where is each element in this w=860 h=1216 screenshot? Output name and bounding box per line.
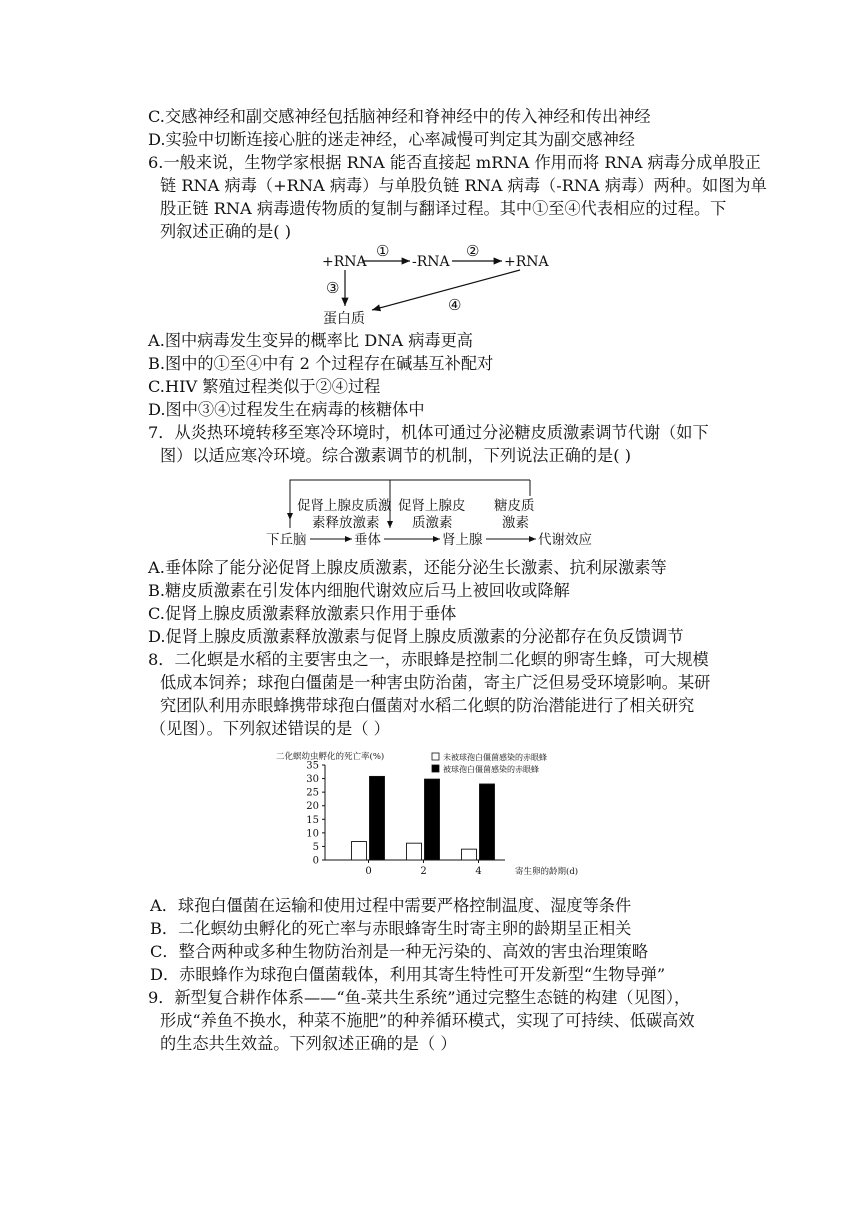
q6-step-1: ① xyxy=(376,242,390,260)
q8-mortality-bar-chart xyxy=(0,745,860,885)
q7-crh-label-2: 素释放激素 xyxy=(312,515,380,531)
q8-option-b: B．二化螟幼虫孵化的死亡率与赤眼蜂寄生时寄主卵的龄期呈正相关 xyxy=(150,919,632,938)
chart-ytick-label: 5 xyxy=(312,841,319,853)
chart-bar xyxy=(462,849,477,860)
chart-ytick-label: 15 xyxy=(306,814,319,826)
q6-stem-line-1: 6.一般来说，生物学家根据 RNA 能否直接起 mRNA 作用而将 RNA 病毒分成单股正 xyxy=(148,153,761,172)
q6-step-3: ③ xyxy=(326,279,340,297)
chart-bar xyxy=(352,842,367,860)
q9-stem-line-2: 形成“养鱼不换水，种菜不施肥”的种养循环模式，实现了可持续、低碳高效 xyxy=(160,1011,695,1030)
chart-bar xyxy=(407,843,422,860)
chart-ytick-label: 30 xyxy=(306,774,319,786)
q6-stem-line-2: 链 RNA 病毒（+RNA 病毒）与单股负链 RNA 病毒（-RNA 病毒）两种。如图为单 xyxy=(160,176,767,195)
q6-stem-line-4: 列叙述正确的是( ) xyxy=(160,222,292,241)
q6-option-b: B.图中的①至④中有 2 个过程存在碱基互补配对 xyxy=(148,354,494,373)
q7-crh-label-1: 促肾上腺皮质激 xyxy=(297,498,392,514)
q7-adrenal: 肾上腺 xyxy=(442,532,483,548)
q6-protein: 蛋白质 xyxy=(323,311,365,327)
chart-xtick-label: 2 xyxy=(420,866,427,877)
q6-option-a: A.图中病毒发生变异的概率比 DNA 病毒更高 xyxy=(148,331,473,350)
q6-plus-rna-right: +RNA xyxy=(504,254,549,270)
chart-bar xyxy=(370,776,385,860)
q8-option-d: D．赤眼蜂作为球孢白僵菌载体，利用其寄生特性可开发新型“生物导弹” xyxy=(150,965,666,984)
q7-option-c: C.促肾上腺皮质激素释放激素只作用于垂体 xyxy=(148,604,457,623)
q6-option-c: C.HIV 繁殖过程类似于②④过程 xyxy=(148,377,381,396)
q7-option-b: B.糖皮质激素在引发体内细胞代谢效应后马上被回收或降解 xyxy=(148,581,570,600)
q9-stem-line-1: 9．新型复合耕作体系——“鱼-菜共生系统”通过完整生态链的构建（见图）， xyxy=(148,988,691,1007)
q7-hypothalamus: 下丘脑 xyxy=(266,532,307,548)
q8-stem-line-1: 8．二化螟是水稻的主要害虫之一，赤眼蜂是控制二化螟的卵寄生蜂，可大规模 xyxy=(148,650,709,669)
q7-acth-label-2: 质激素 xyxy=(412,515,453,531)
q7-option-a: A.垂体除了能分泌促肾上腺皮质激素，还能分泌生长激素、抗利尿激素等 xyxy=(148,558,667,577)
chart-ytick-label: 25 xyxy=(306,787,319,799)
chart-ytick-label: 0 xyxy=(312,855,319,867)
q7-option-d: D.促肾上腺皮质激素释放激素与促肾上腺皮质激素的分泌都存在负反馈调节 xyxy=(148,627,684,646)
q6-stem-line-3: 股正链 RNA 病毒遗传物质的复制与翻译过程。其中①至④代表相应的过程。下 xyxy=(160,199,727,218)
chart-legend-label: 未被球孢白僵菌感染的赤眼蜂 xyxy=(443,753,547,762)
chart-legend-label: 被球孢白僵菌感染的赤眼蜂 xyxy=(443,765,539,774)
q8-option-c: C．整合两种或多种生物防治剂是一种无污染的、高效的害虫治理策略 xyxy=(150,942,649,961)
q6-minus-rna: -RNA xyxy=(412,254,450,270)
q7-acth-label-1: 促肾上腺皮 xyxy=(398,498,466,514)
q7-pituitary: 垂体 xyxy=(354,532,381,548)
q8-stem-line-2: 低成本饲养；球孢白僵菌是一种害虫防治菌，寄主广泛但易受环境影响。某研 xyxy=(160,673,711,692)
q7-gc-label-1: 糖皮质 xyxy=(494,498,535,514)
q6-step-2: ② xyxy=(466,242,480,260)
q7-hormone-diagram xyxy=(0,470,860,560)
q7-gc-label-2: 激素 xyxy=(502,515,529,531)
q8-option-a: A．球孢白僵菌在运输和使用过程中需要严格控制温度、湿度等条件 xyxy=(150,896,632,915)
chart-legend-swatch xyxy=(432,765,439,772)
q6-rna-diagram xyxy=(0,238,860,328)
chart-ytick-label: 20 xyxy=(306,801,319,813)
q6-plus-rna-left: +RNA xyxy=(322,254,367,270)
chart-legend-swatch xyxy=(432,753,439,760)
q5-option-d: D.实验中切断连接心脏的迷走神经，心率减慢可判定其为副交感神经 xyxy=(148,130,635,149)
chart-ytick-label: 10 xyxy=(306,828,319,840)
q8-stem-line-4: （见图）。下列叙述错误的是（ ） xyxy=(150,719,390,738)
chart-xlabel: 寄生卵的龄期(d) xyxy=(515,867,579,877)
chart-bar xyxy=(480,784,495,860)
chart-ytick-label: 35 xyxy=(306,760,319,772)
q6-arrow-4 xyxy=(372,270,520,310)
q7-stem-line-2: 图）以适应寒冷环境。综合激素调节的机制，下列说法正确的是( ) xyxy=(160,446,632,465)
q7-stem-line-1: 7．从炎热环境转移至寒冷环境时，机体可通过分泌糖皮质激素调节代谢（如下 xyxy=(148,423,709,442)
chart-xtick-label: 0 xyxy=(365,866,372,877)
q8-stem-line-3: 究团队利用赤眼蜂携带球孢白僵菌对水稻二化螟的防治潜能进行了相关研究 xyxy=(160,696,695,715)
q6-step-4: ④ xyxy=(448,296,462,314)
chart-bar xyxy=(425,779,440,860)
q9-stem-line-3: 的生态共生效益。下列叙述正确的是（ ） xyxy=(160,1034,457,1053)
chart-ylabel: 二化螟幼虫孵化的死亡率(%) xyxy=(276,752,385,762)
q7-effect: 代谢效应 xyxy=(538,532,592,548)
chart-xtick-label: 4 xyxy=(475,866,482,877)
q6-option-d: D.图中③④过程发生在病毒的核糖体中 xyxy=(148,400,425,419)
q5-option-c: C.交感神经和副交感神经包括脑神经和脊神经中的传入神经和传出神经 xyxy=(148,107,651,126)
